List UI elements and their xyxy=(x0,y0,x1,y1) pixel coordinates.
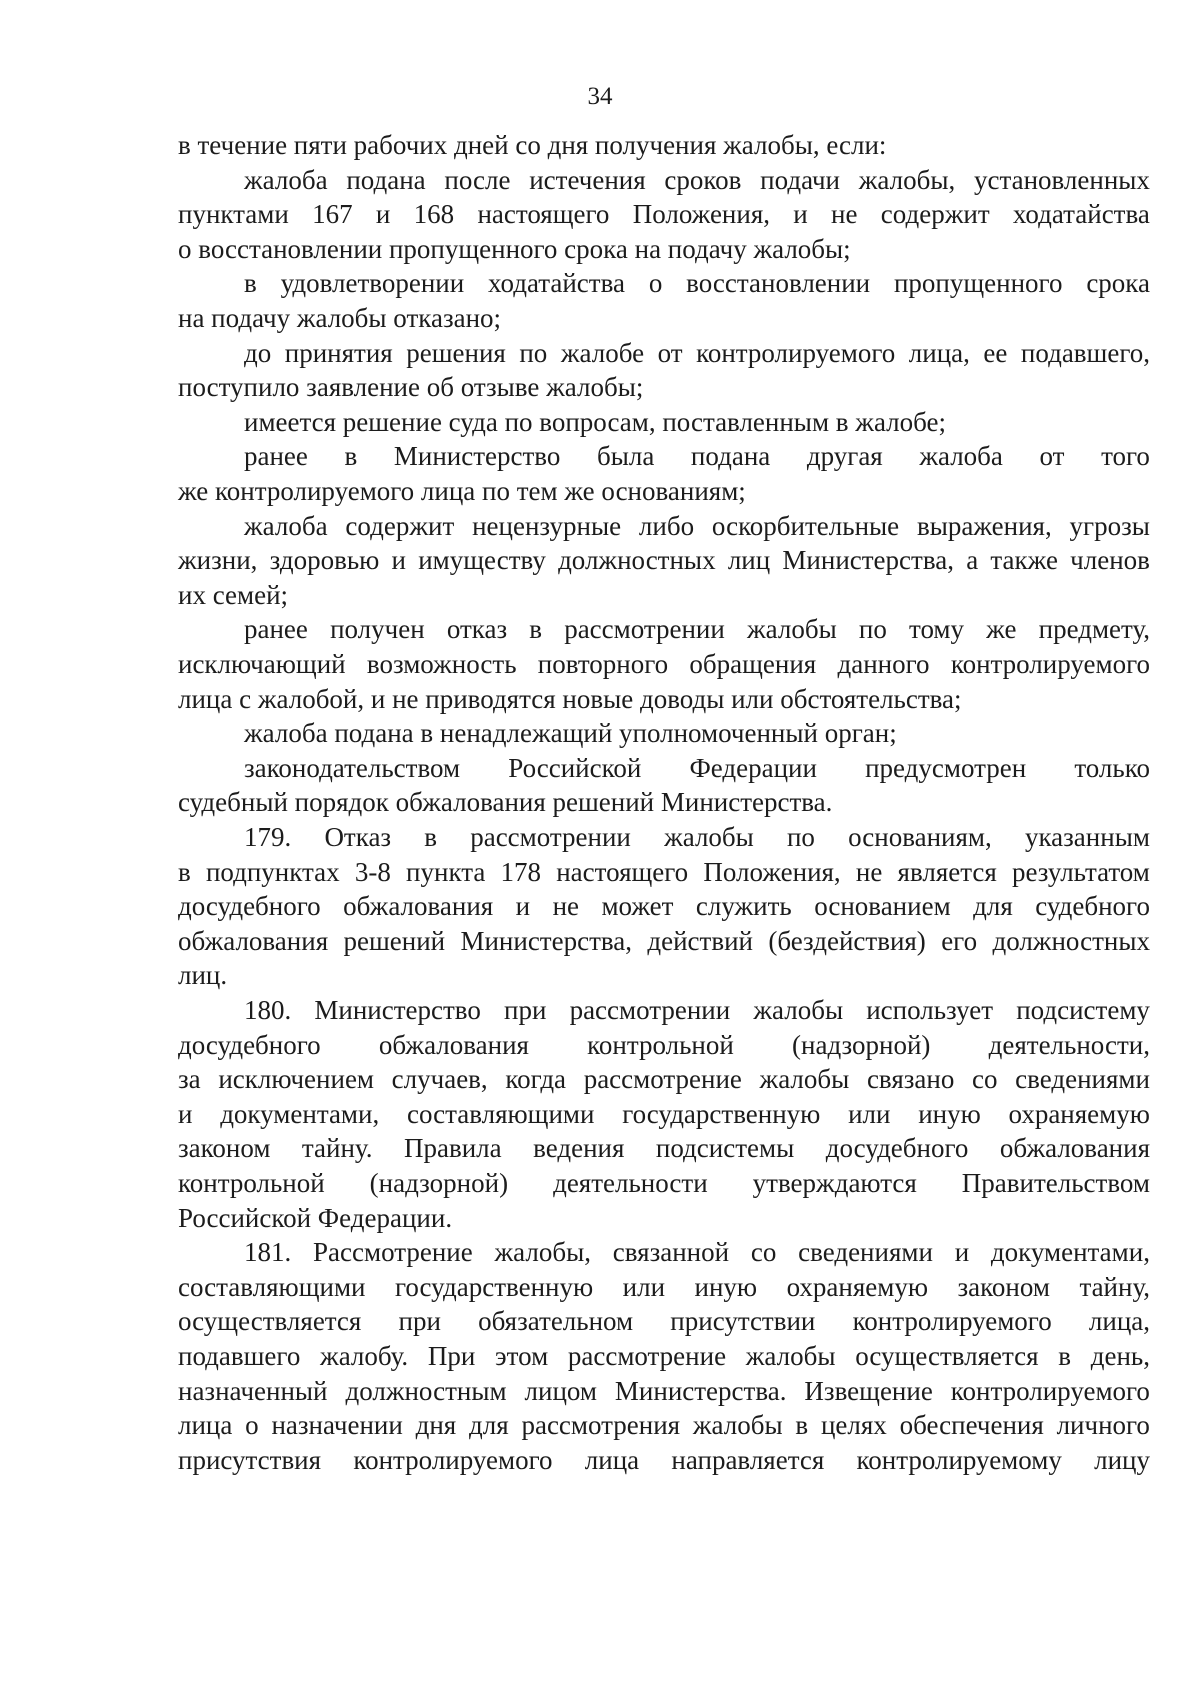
text-line: Российской Федерации. xyxy=(178,1202,453,1233)
text-line: лица с жалобой, и не приводятся новые доводы или обстоятельства; xyxy=(178,683,962,714)
text-line: о восстановлении пропущенного срока на подачу жалобы; xyxy=(178,233,851,264)
text-line: на подачу жалобы отказано; xyxy=(178,303,502,333)
text-line: в течение пяти рабочих дней со дня получения жалобы, если: xyxy=(178,130,887,160)
text-line: досудебного обжалования и не может служить основанием для судебного xyxy=(178,891,1150,922)
text-line: обжалования решений Министерства, действий (бездействия) его должностных xyxy=(178,925,1150,956)
text-line: исключающий возможность повторного обращения данного контролируемого xyxy=(178,649,1150,679)
text-line: за исключением случаев, когда рассмотрение жалобы связано со сведениями xyxy=(178,1064,1150,1095)
text-line: осуществляется при обязательном присутствии контролируемого лица, xyxy=(178,1306,1150,1337)
text-line: законом тайну. Правила ведения подсистемы досудебного обжалования xyxy=(178,1133,1150,1164)
text-line: назначенный должностным лицом Министерства. Извещение контролируемого xyxy=(178,1375,1150,1406)
text-line: подавшего жалобу. При этом рассмотрение жалобы осуществляется в день, xyxy=(178,1341,1150,1371)
page-number: 34 xyxy=(587,83,613,110)
text-line: до принятия решения по жалобе от контролируемого лица, ее подавшего, xyxy=(244,337,1150,368)
text-line: 179. Отказ в рассмотрении жалобы по основаниям, указанным xyxy=(244,822,1150,852)
text-line: ранее в Министерство была подана другая жалоба от того xyxy=(244,441,1150,472)
text-line: в удовлетворении ходатайства о восстановлении пропущенного срока xyxy=(244,268,1150,299)
text-line: поступило заявление об отзыве жалобы; xyxy=(178,372,644,403)
text-line: ранее получен отказ в рассмотрении жалобы по тому же предмету, xyxy=(244,614,1150,645)
text-line: в подпунктах 3-8 пункта 178 настоящего Положения, не является результатом xyxy=(178,856,1150,887)
text-line: лиц. xyxy=(178,960,228,991)
text-line: судебный порядок обжалования решений Министерства. xyxy=(178,787,833,818)
text-line: лица о назначении дня для рассмотрения жалобы в целях обеспечения личного xyxy=(178,1410,1150,1441)
text-line: контрольной (надзорной) деятельности утверждаются Правительством xyxy=(178,1168,1150,1198)
text-line: пунктами 167 и 168 настоящего Положения, и не содержит ходатайства xyxy=(178,199,1150,230)
text-line: законодательством Российской Федерации предусмотрен только xyxy=(244,752,1150,783)
text-line: жалоба содержит нецензурные либо оскорбительные выражения, угрозы xyxy=(244,510,1150,541)
text-line: составляющими государственную или иную охраняемую законом тайну, xyxy=(178,1271,1150,1302)
text-line: жалоба подана в ненадлежащий уполномоченный орган; xyxy=(244,718,897,749)
text-line: досудебного обжалования контрольной (надзорной) деятельности, xyxy=(178,1029,1150,1060)
text-line: имеется решение суда по вопросам, поставленным в жалобе; xyxy=(244,406,946,437)
text-line: 181. Рассмотрение жалобы, связанной со сведениями и документами, xyxy=(244,1237,1150,1268)
text-line: и документами, составляющими государственную или иную охраняемую xyxy=(178,1098,1150,1129)
text-line: присутствия контролируемого лица направляется контролируемому лицу xyxy=(178,1444,1150,1475)
text-line: же контролируемого лица по тем же основаниям; xyxy=(178,476,746,506)
text-line: жизни, здоровью и имуществу должностных лиц Министерства, а также членов xyxy=(178,545,1150,576)
text-line: жалоба подана после истечения сроков подачи жалобы, установленных xyxy=(244,164,1150,195)
text-line: 180. Министерство при рассмотрении жалобы использует подсистему xyxy=(244,995,1150,1025)
text-line: их семей; xyxy=(178,579,289,610)
